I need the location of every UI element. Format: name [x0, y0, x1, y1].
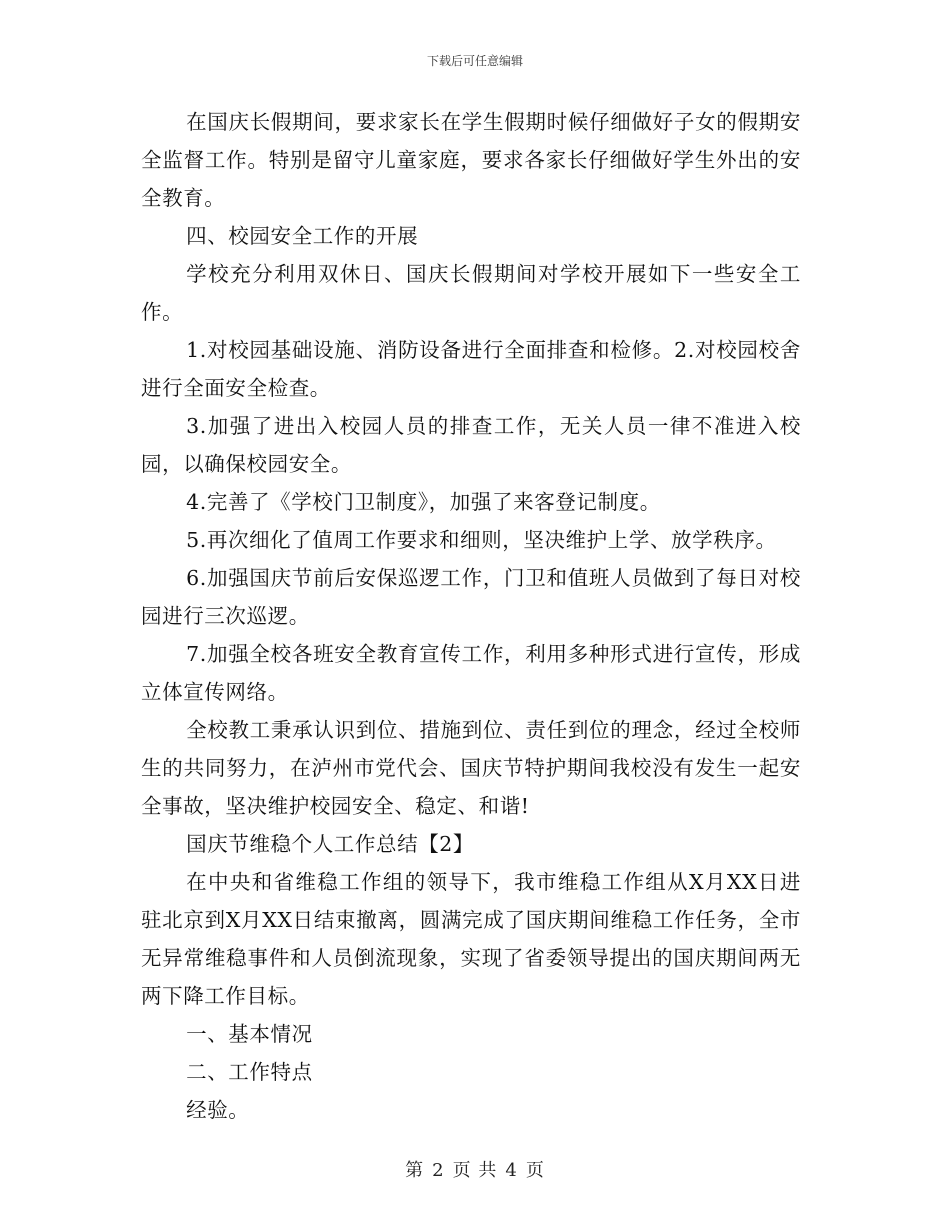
page-total: 4 [505, 1160, 518, 1181]
list-item: 5.再次细化了值周工作要求和细则，坚决维护上学、放学秩序。 [186, 528, 777, 552]
section-heading: 一、基本情况 [186, 1022, 313, 1046]
paragraph: 经验。 [186, 1098, 250, 1122]
page-label-mid: 页 共 [452, 1160, 498, 1181]
list-item: 1.对校园基础设施、消防设备进行全面排查和检修。2.对校园校舍进行全面安全检查。 [141, 338, 801, 400]
section-heading: 二、工作特点 [186, 1060, 313, 1084]
list-item: 4.完善了《学校门卫制度》，加强了来客登记制度。 [186, 490, 661, 514]
list-item: 6.加强国庆节前后安保巡逻工作，门卫和值班人员做到了每日对校园进行三次巡逻。 [141, 566, 801, 628]
page-header: 下载后可任意编辑 [426, 54, 523, 68]
page-label-suffix: 页 [525, 1160, 545, 1181]
list-item: 7.加强全校各班安全教育宣传工作，利用多种形式进行宣传，形成立体宣传网络。 [141, 642, 801, 704]
section-title: 国庆节维稳个人工作总结【2】 [186, 832, 475, 856]
paragraph: 学校充分利用双休日、国庆长假期间对学校开展如下一些安全工作。 [141, 262, 801, 324]
list-item: 3.加强了进出入校园人员的排查工作，无关人员一律不准进入校园，以确保校园安全。 [141, 414, 801, 476]
page-footer [0, 1156, 950, 1182]
document-body [141, 103, 801, 1129]
page-number: 2 [432, 1160, 445, 1181]
paragraph: 在中央和省维稳工作组的领导下，我市维稳工作组从X月XX日进驻北京到X月XX日结束撤离，圆满完成了国庆期间维稳工作任务，全市无异常维稳事件和人员倒流现象，实现了省委领导提出的国庆期间两无两下降工作目标。 [141, 870, 801, 1008]
page-label-prefix: 第 [405, 1160, 425, 1181]
paragraph: 在国庆长假期间，要求家长在学生假期时候仔细做好子女的假期安全监督工作。特别是留守儿童家庭，要求各家长仔细做好学生外出的安全教育。 [141, 110, 801, 210]
section-heading: 四、校园安全工作的开展 [186, 224, 419, 248]
paragraph: 全校教工秉承认识到位、措施到位、责任到位的理念，经过全校师生的共同努力，在泸州市党代会、国庆节特护期间我校没有发生一起安全事故，坚决维护校园安全、稳定、和谐! [141, 718, 801, 818]
